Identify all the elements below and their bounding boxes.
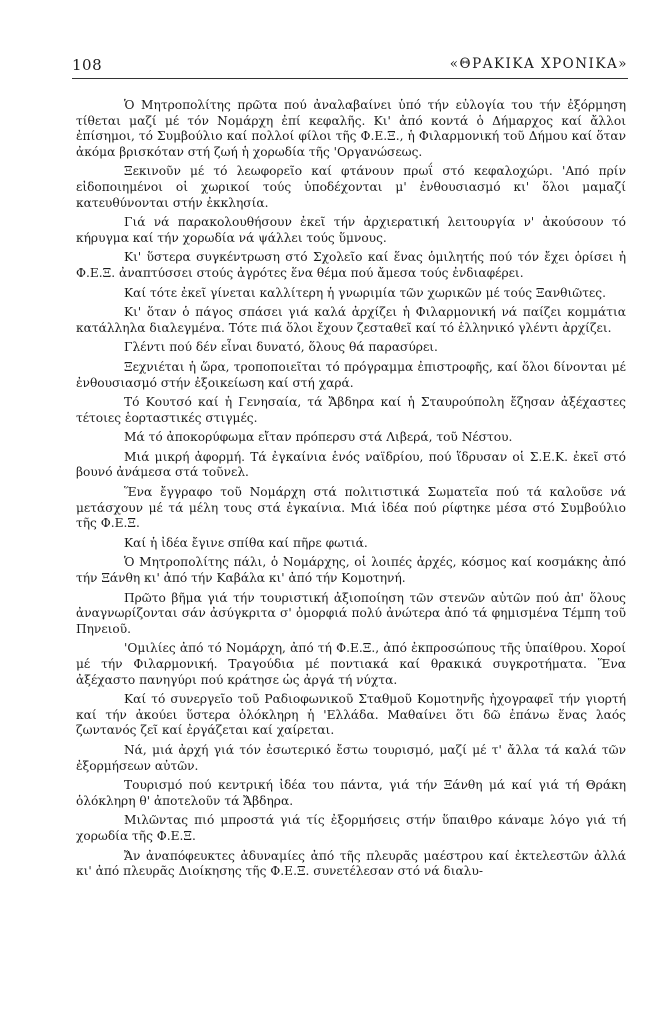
paragraph: Μιλῶντας πιό μπροστά γιά τίς ἐξορμήσεις στήν ὕπαιθρο κάναμε λόγο γιά τή χορωδία τῆς Φ.Ε.Ξ. — [76, 813, 626, 843]
paragraph: Ἄν ἀναπόφευκτες ἀδυναμίες ἀπό τῆς πλευρᾶς μαέστρου καί ἐκτελεστῶν ἀλλά κι' ἀπό πλευρᾶς Διοίκησης τῆς Φ.Ε.Ξ. συνετέλεσαν στό νά διαλυ- — [76, 848, 626, 879]
paragraph: Κι' ὅταν ὁ πάγος σπάσει γιά καλά ἀρχίζει ἡ Φιλαρμονική νά παίζει κομμάτια κατάλληλα διαλεγμένα. Τότε πιά ὅλοι ἔχουν ζεσταθεῖ καί τό ἑλληνικό γλέντι ἀρχίζει. — [76, 305, 626, 335]
paragraph: Ξεχνιέται ἡ ὥρα, τροποποιεῖται τό πρόγραμμα ἐπιστροφῆς, καί ὅλοι δίνονται μέ ἐνθουσιασμό στήν ἐξοικείωση καί στή χαρά. — [76, 359, 626, 390]
paragraph: Μά τό ἀποκορύφωμα εἴταν πρόπερσυ στά Λιβερά, τοῦ Νέστου. — [124, 430, 513, 445]
paragraph: Γιά νά παρακολουθήσουν ἐκεῖ τήν ἀρχιερατική λειτουργία ν' ἀκούσουν τό κήρυγμα καί τήν χορωδία νά ψάλλει τούς ὕμνους. — [76, 215, 626, 245]
paragraph: Ὁ Μητροπολίτης πάλι, ὁ Νομάρχης, οἱ λοιπές ἀρχές, κόσμος καί κοσμάκης ἀπό τήν Ξάνθη κι' ἀπό τήν Καβάλα κι' ἀπό τήν Κομοτηνή. — [76, 555, 626, 586]
paragraph: Καί τό συνεργεῖο τοῦ Ραδιοφωνικοῦ Σταθμοῦ Κομοτηνῆς ἠχογραφεῖ τήν γιορτή καί τήν ἀκούει ὕστερα ὁλόκληρη ἡ 'Ελλάδα. Μαθαίνει ὅτι δῶ ἐπάνω ἕνας λαός ζωντανός ζεῖ καί ἐργάζεται καί χαίρεται. — [76, 692, 626, 738]
paragraph: Ξεκινοῦν μέ τό λεωφορεῖο καί φτάνουν πρωΐ στό κεφαλοχώρι. 'Από πρίν εἰδοποιημένοι οἱ χωρικοί τούς ὑποδέχονται μ' ἐνθουσιασμό κι' ὅλοι μαμαζί κατευθύνονται στήν ἐκκλησία. — [76, 164, 626, 210]
paragraph: Γλέντι πού δέν εἶναι δυνατό, ὅλους θά παρασύρει. — [124, 340, 438, 355]
page-number: 108 — [72, 56, 103, 74]
paragraph: Ὁ Μητροπολίτης πρῶτα πού ἀναλαβαίνει ὑπό τήν εὐλογία του τήν ἐξόρμηση τίθεται μαζί μέ τόν Νομάρχη ἐπί κεφαλῆς. Κι' ἀπό κοντά ὁ Δήμαρχος καί ἄλλοι ἐπίσημοι, τό Συμβούλιο καί πολλοί φίλοι τῆς Φ.Ε.Ξ., ἡ Φιλαρμονική τοῦ Δήμου καί ὅταν ἀκόμα βρισκόταν στή ζωή ἡ χορωδία τῆς 'Οργανώσεως. — [76, 98, 626, 159]
paragraph: Μιά μικρή ἀφορμή. Τά ἐγκαίνια ἑνός ναϊδρίου, πού ἵδρυσαν οἱ Σ.Ε.Κ. ἐκεῖ στό βουνό ἀνάμεσα στά τοῦνελ. — [76, 449, 626, 480]
paragraph: Κι' ὕστερα συγκέντρωση στό Σχολεῖο καί ἕνας ὁμιλητής πού τόν ἔχει ὁρίσει ἡ Φ.Ε.Ξ. ἀναπτύσσει στούς ἀγρότες ἕνα θέμα πού ἄμεσα τούς ἐνδιαφέρει. — [76, 250, 626, 280]
paragraph: Τό Κουτσό καί ἡ Γενησαία, τά Ἄβδηρα καί ἡ Σταυρούπολη ἔζησαν ἀξέχαστες τέτοιες ἑορταστικές στιγμές. — [76, 395, 626, 425]
paragraph: 'Ομιλίες ἀπό τό Νομάρχη, ἀπό τή Φ.Ε.Ξ., ἀπό ἐκπροσώπους τῆς ὑπαίθρου. Χοροί μέ τήν Φιλαρμονική. Τραγούδια μέ ποντιακά καί θρακικά συγκροτήματα. Ἕνα ἀξέχαστο πανηγύρι πού κράτησε ὡς ἀργά τή νύχτα. — [76, 641, 626, 687]
paragraph: Πρῶτο βῆμα γιά τήν τουριστική ἀξιοποίηση τῶν στενῶν αὐτῶν πού ἀπ' ὅλους ἀναγνωρίζονται σάν ἀσύγκριτα σ' ὀμορφιά πολύ ἀνώτερα ἀπό τά φημισμένα Τέμπη τοῦ Πηνειοῦ. — [76, 590, 626, 636]
page-header — [72, 56, 628, 79]
paragraph: Τουρισμό πού κεντρική ἰδέα του πάντα, γιά τήν Ξάνθη μά καί γιά τή Θράκη ὁλόκληρη θ' ἀποτελοῦν τά Ἄβδηρα. — [76, 778, 626, 808]
paragraph: Καί ἡ ἰδέα ἔγινε σπίθα καί πῆρε φωτιά. — [124, 535, 368, 550]
paragraph: Νά, μιά ἀρχή γιά τόν ἐσωτερικό ἔστω τουρισμό, μαζί μέ τ' ἄλλα τά καλά τῶν ἐξορμήσεων αὐτῶν. — [76, 742, 626, 773]
article-body — [76, 98, 626, 884]
paragraph: Ἕνα ἔγγραφο τοῦ Νομάρχη στά πολιτιστικά Σωματεῖα πού τά καλοῦσε νά μετάσχουν μέ τά μέλη τους στά ἐγκαίνια. Μιά ἰδέα πού ρίφτηκε μέσα στό Συμβούλιο τῆς Φ.Ε.Ξ. — [76, 485, 626, 531]
paragraph: Καί τότε ἐκεῖ γίνεται καλλίτερη ἡ γνωριμία τῶν χωρικῶν μέ τούς Ξανθιῶτες. — [124, 285, 606, 300]
running-title: «ΘΡΑΚΙΚΑ ΧΡΟΝΙΚΑ» — [449, 56, 628, 72]
